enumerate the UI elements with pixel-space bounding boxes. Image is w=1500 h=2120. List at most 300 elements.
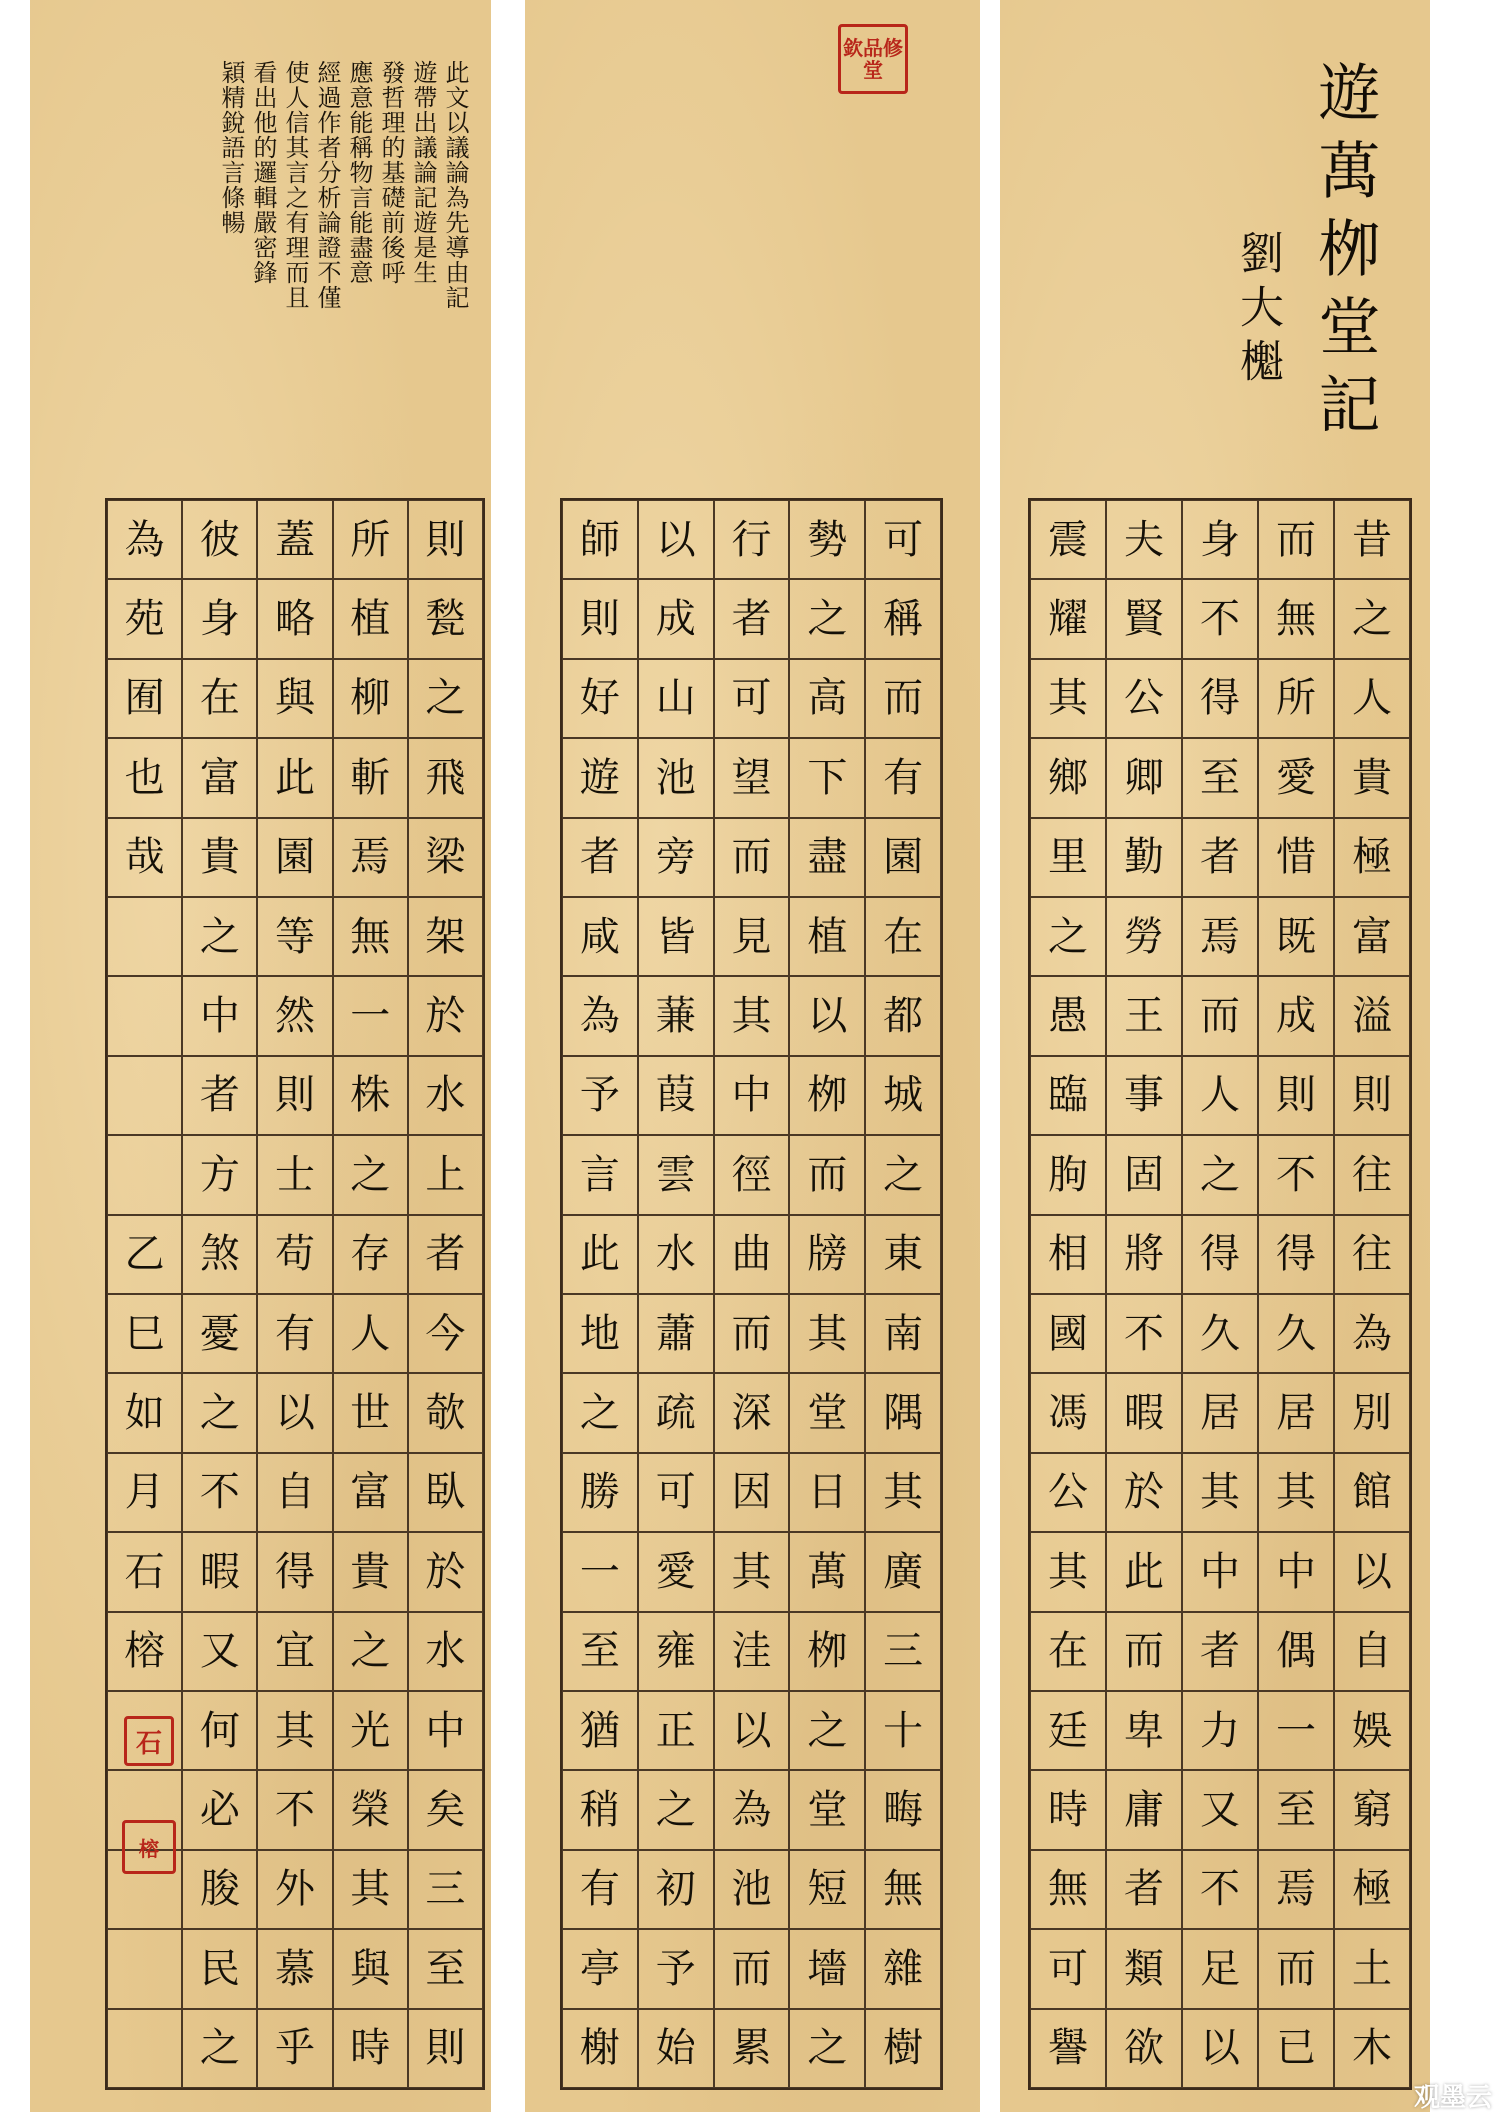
grid-cell: 苟 xyxy=(257,1215,332,1294)
right-character-grid xyxy=(1028,498,1412,2090)
grid-cell: 憂 xyxy=(182,1294,257,1373)
grid-cell: 貴 xyxy=(333,1532,408,1611)
grid-cell: 時 xyxy=(1030,1770,1106,1849)
grid-cell: 譽 xyxy=(1030,2009,1106,2088)
grid-cell: 焉 xyxy=(1182,897,1258,976)
grid-cell: 予 xyxy=(638,1929,714,2008)
grid-cell: 園 xyxy=(865,818,941,897)
grid-cell: 一 xyxy=(1258,1691,1334,1770)
grid-cell: 土 xyxy=(1334,1929,1410,2008)
grid-cell: 富 xyxy=(182,738,257,817)
grid-cell: 其 xyxy=(1258,1453,1334,1532)
grid-cell: 宜 xyxy=(257,1612,332,1691)
grid-cell: 人 xyxy=(1182,1056,1258,1135)
grid-cell: 與 xyxy=(333,1929,408,2008)
grid-cell: 館 xyxy=(1334,1453,1410,1532)
grid-cell: 偶 xyxy=(1258,1612,1334,1691)
grid-cell: 深 xyxy=(714,1373,790,1452)
grid-cell: 葭 xyxy=(638,1056,714,1135)
grid-cell: 乎 xyxy=(257,2009,332,2088)
grid-cell: 曲 xyxy=(714,1215,790,1294)
grid-cell: 墻 xyxy=(789,1929,865,2008)
grid-cell: 而 xyxy=(1182,976,1258,1055)
grid-cell: 之 xyxy=(1334,579,1410,658)
grid-cell: 焉 xyxy=(333,818,408,897)
grid-cell: 自 xyxy=(257,1453,332,1532)
grid-cell: 架 xyxy=(408,897,483,976)
grid-cell: 等 xyxy=(257,897,332,976)
grid-cell: 然 xyxy=(257,976,332,1055)
left-scroll-panel xyxy=(30,0,491,2112)
seal-stamp-name: 榕 xyxy=(122,1820,176,1874)
grid-cell: 為 xyxy=(1334,1294,1410,1373)
grid-cell: 水 xyxy=(408,1612,483,1691)
grid-cell: 固 xyxy=(1106,1135,1182,1214)
grid-cell: 成 xyxy=(638,579,714,658)
grid-cell: 囿 xyxy=(107,659,182,738)
grid-cell: 乙 xyxy=(107,1215,182,1294)
grid-cell: 而 xyxy=(714,1929,790,2008)
grid-cell: 又 xyxy=(182,1612,257,1691)
grid-cell: 別 xyxy=(1334,1373,1410,1452)
grid-cell: 富 xyxy=(333,1453,408,1532)
grid-cell: 之 xyxy=(1182,1135,1258,1214)
grid-cell: 中 xyxy=(182,976,257,1055)
grid-cell: 不 xyxy=(182,1453,257,1532)
grid-cell: 以 xyxy=(1334,1532,1410,1611)
commentary-column: 使人信其言之有理而且 xyxy=(281,60,309,310)
grid-cell: 得 xyxy=(1182,1215,1258,1294)
grid-cell: 里 xyxy=(1030,818,1106,897)
grid-cell: 池 xyxy=(638,738,714,817)
grid-cell: 可 xyxy=(638,1453,714,1532)
grid-cell: 不 xyxy=(257,1770,332,1849)
grid-cell: 成 xyxy=(1258,976,1334,1055)
grid-cell: 可 xyxy=(865,500,941,579)
grid-cell: 其 xyxy=(714,976,790,1055)
grid-cell: 之 xyxy=(182,1373,257,1452)
grid-cell: 之 xyxy=(182,2009,257,2088)
grid-cell: 震 xyxy=(1030,500,1106,579)
grid-cell: 朐 xyxy=(1030,1135,1106,1214)
grid-cell: 欲 xyxy=(1106,2009,1182,2088)
grid-cell: 之 xyxy=(1030,897,1106,976)
grid-cell: 堂 xyxy=(789,1770,865,1849)
grid-cell: 以 xyxy=(638,500,714,579)
commentary-column: 看出他的邏輯嚴密鋒 xyxy=(249,60,277,285)
grid-cell: 何 xyxy=(182,1691,257,1770)
grid-cell: 民 xyxy=(182,1929,257,2008)
grid-cell: 中 xyxy=(408,1691,483,1770)
grid-cell: 城 xyxy=(865,1056,941,1135)
grid-cell: 蕭 xyxy=(638,1294,714,1373)
grid-cell: 已 xyxy=(1258,2009,1334,2088)
grid-cell: 於 xyxy=(408,976,483,1055)
grid-cell: 始 xyxy=(638,2009,714,2088)
grid-cell: 時 xyxy=(333,2009,408,2088)
grid-cell: 柳 xyxy=(333,659,408,738)
grid-cell: 往 xyxy=(1334,1135,1410,1214)
grid-cell: 哉 xyxy=(107,818,182,897)
commentary-column: 發哲理的基礎前後呼 xyxy=(377,60,405,285)
grid-cell xyxy=(107,976,182,1055)
grid-cell: 馮 xyxy=(1030,1373,1106,1452)
grid-cell: 植 xyxy=(789,897,865,976)
grid-cell: 則 xyxy=(408,500,483,579)
grid-cell: 盡 xyxy=(789,818,865,897)
grid-cell: 者 xyxy=(1182,1612,1258,1691)
grid-cell: 十 xyxy=(865,1691,941,1770)
grid-cell: 地 xyxy=(562,1294,638,1373)
grid-cell: 足 xyxy=(1182,1929,1258,2008)
grid-cell: 至 xyxy=(408,1929,483,2008)
grid-cell: 咸 xyxy=(562,897,638,976)
grid-cell: 愚 xyxy=(1030,976,1106,1055)
author-name: 劉大櫆 xyxy=(1232,230,1283,392)
grid-cell: 斬 xyxy=(333,738,408,817)
grid-cell: 暇 xyxy=(182,1532,257,1611)
grid-cell: 栁 xyxy=(789,1612,865,1691)
grid-cell: 暇 xyxy=(1106,1373,1182,1452)
grid-cell: 庸 xyxy=(1106,1770,1182,1849)
grid-cell: 者 xyxy=(714,579,790,658)
grid-cell: 與 xyxy=(257,659,332,738)
grid-cell: 而 xyxy=(865,659,941,738)
grid-cell: 山 xyxy=(638,659,714,738)
grid-cell: 亭 xyxy=(562,1929,638,2008)
grid-cell: 其 xyxy=(1030,659,1106,738)
grid-cell: 稍 xyxy=(562,1770,638,1849)
grid-cell: 窮 xyxy=(1334,1770,1410,1849)
grid-cell: 其 xyxy=(1182,1453,1258,1532)
grid-cell: 無 xyxy=(333,897,408,976)
grid-cell: 上 xyxy=(408,1135,483,1214)
grid-cell: 既 xyxy=(1258,897,1334,976)
grid-cell: 至 xyxy=(562,1612,638,1691)
grid-cell: 而 xyxy=(1258,1929,1334,2008)
grid-cell: 無 xyxy=(1258,579,1334,658)
grid-cell: 人 xyxy=(1334,659,1410,738)
grid-cell: 南 xyxy=(865,1294,941,1373)
grid-cell: 極 xyxy=(1334,1850,1410,1929)
right-scroll-panel xyxy=(1000,0,1430,2112)
grid-cell: 稱 xyxy=(865,579,941,658)
grid-cell: 身 xyxy=(182,579,257,658)
essay-title: 遊萬栁堂記 xyxy=(1308,60,1381,450)
grid-cell: 其 xyxy=(865,1453,941,1532)
grid-cell: 行 xyxy=(714,500,790,579)
grid-cell: 無 xyxy=(865,1850,941,1929)
grid-cell: 可 xyxy=(1030,1929,1106,2008)
grid-cell: 此 xyxy=(1106,1532,1182,1611)
seal-stamp-small: 石 xyxy=(124,1716,174,1766)
grid-cell: 東 xyxy=(865,1215,941,1294)
grid-cell: 勢 xyxy=(789,500,865,579)
grid-cell: 臥 xyxy=(408,1453,483,1532)
grid-cell: 至 xyxy=(1182,738,1258,817)
grid-cell: 言 xyxy=(562,1135,638,1214)
grid-cell: 中 xyxy=(714,1056,790,1135)
grid-cell: 國 xyxy=(1030,1294,1106,1373)
grid-cell: 中 xyxy=(1258,1532,1334,1611)
grid-cell: 而 xyxy=(714,1294,790,1373)
middle-character-grid xyxy=(560,498,943,2090)
grid-cell: 光 xyxy=(333,1691,408,1770)
grid-cell xyxy=(107,1135,182,1214)
grid-cell: 將 xyxy=(1106,1215,1182,1294)
middle-scroll-panel xyxy=(525,0,980,2112)
grid-cell: 在 xyxy=(865,897,941,976)
grid-cell: 卑 xyxy=(1106,1691,1182,1770)
grid-cell: 士 xyxy=(257,1135,332,1214)
grid-cell: 畮 xyxy=(865,1770,941,1849)
grid-cell: 必 xyxy=(182,1770,257,1849)
grid-cell: 不 xyxy=(1182,579,1258,658)
grid-cell: 師 xyxy=(562,500,638,579)
grid-cell: 自 xyxy=(1334,1612,1410,1691)
grid-cell: 雲 xyxy=(638,1135,714,1214)
grid-cell: 可 xyxy=(714,659,790,738)
grid-cell: 以 xyxy=(257,1373,332,1452)
grid-cell: 於 xyxy=(408,1532,483,1611)
grid-cell: 洼 xyxy=(714,1612,790,1691)
grid-cell: 之 xyxy=(865,1135,941,1214)
grid-cell: 在 xyxy=(1030,1612,1106,1691)
grid-cell: 以 xyxy=(789,976,865,1055)
grid-cell: 則 xyxy=(1334,1056,1410,1135)
grid-cell: 之 xyxy=(638,1770,714,1849)
grid-cell: 苑 xyxy=(107,579,182,658)
grid-cell: 此 xyxy=(257,738,332,817)
grid-cell: 見 xyxy=(714,897,790,976)
grid-cell: 而 xyxy=(714,818,790,897)
grid-cell: 石 xyxy=(107,1532,182,1611)
grid-cell: 臨 xyxy=(1030,1056,1106,1135)
grid-cell: 勞 xyxy=(1106,897,1182,976)
grid-cell: 所 xyxy=(333,500,408,579)
grid-cell: 於 xyxy=(1106,1453,1182,1532)
grid-cell: 榮 xyxy=(333,1770,408,1849)
grid-cell: 以 xyxy=(1182,2009,1258,2088)
grid-cell: 望 xyxy=(714,738,790,817)
grid-cell: 此 xyxy=(562,1215,638,1294)
grid-cell: 皆 xyxy=(638,897,714,976)
grid-cell: 之 xyxy=(789,1691,865,1770)
grid-cell: 者 xyxy=(1106,1850,1182,1929)
grid-cell: 昔 xyxy=(1334,500,1410,579)
grid-cell: 株 xyxy=(333,1056,408,1135)
grid-cell: 廷 xyxy=(1030,1691,1106,1770)
grid-cell: 其 xyxy=(257,1691,332,1770)
grid-cell: 久 xyxy=(1258,1294,1334,1373)
grid-cell: 而 xyxy=(1258,500,1334,579)
grid-cell: 則 xyxy=(562,579,638,658)
grid-cell: 之 xyxy=(333,1612,408,1691)
grid-cell: 久 xyxy=(1182,1294,1258,1373)
grid-cell: 公 xyxy=(1030,1453,1106,1532)
grid-cell: 木 xyxy=(1334,2009,1410,2088)
grid-cell: 堂 xyxy=(789,1373,865,1452)
grid-cell: 徑 xyxy=(714,1135,790,1214)
grid-cell: 如 xyxy=(107,1373,182,1452)
grid-cell: 之 xyxy=(562,1373,638,1452)
grid-cell: 惜 xyxy=(1258,818,1334,897)
commentary-column: 遊帶出議論記遊是生 xyxy=(409,60,437,285)
grid-cell xyxy=(107,1929,182,2008)
grid-cell: 賢 xyxy=(1106,579,1182,658)
grid-cell: 無 xyxy=(1030,1850,1106,1929)
grid-cell: 而 xyxy=(1106,1612,1182,1691)
commentary-column: 應意能稱物言能盡意 xyxy=(345,60,373,285)
grid-cell: 得 xyxy=(257,1532,332,1611)
grid-cell: 愛 xyxy=(1258,738,1334,817)
grid-cell: 者 xyxy=(408,1215,483,1294)
grid-cell: 事 xyxy=(1106,1056,1182,1135)
grid-cell: 不 xyxy=(1182,1850,1258,1929)
grid-cell: 溢 xyxy=(1334,976,1410,1055)
grid-cell: 不 xyxy=(1106,1294,1182,1373)
grid-cell: 朘 xyxy=(182,1850,257,1929)
grid-cell: 所 xyxy=(1258,659,1334,738)
grid-cell: 日 xyxy=(789,1453,865,1532)
grid-cell: 王 xyxy=(1106,976,1182,1055)
grid-cell: 池 xyxy=(714,1850,790,1929)
grid-cell: 卿 xyxy=(1106,738,1182,817)
grid-cell: 予 xyxy=(562,1056,638,1135)
grid-cell: 矣 xyxy=(408,1770,483,1849)
seal-stamp-top: 欽品修堂 xyxy=(838,24,908,94)
grid-cell: 今 xyxy=(408,1294,483,1373)
grid-cell: 旁 xyxy=(638,818,714,897)
grid-cell: 往 xyxy=(1334,1215,1410,1294)
grid-cell: 植 xyxy=(333,579,408,658)
grid-cell: 者 xyxy=(562,818,638,897)
grid-cell: 之 xyxy=(182,897,257,976)
grid-cell: 人 xyxy=(333,1294,408,1373)
commentary-column: 穎精銳語言條暢 xyxy=(217,60,245,235)
grid-cell: 相 xyxy=(1030,1215,1106,1294)
grid-cell: 累 xyxy=(714,2009,790,2088)
grid-cell: 一 xyxy=(333,976,408,1055)
commentary-column: 經過作者分析論證不僅 xyxy=(313,60,341,310)
grid-cell: 存 xyxy=(333,1215,408,1294)
grid-cell: 則 xyxy=(1258,1056,1334,1135)
grid-cell: 略 xyxy=(257,579,332,658)
grid-cell: 之 xyxy=(333,1135,408,1214)
grid-cell: 欹 xyxy=(408,1373,483,1452)
grid-cell: 為 xyxy=(107,500,182,579)
grid-cell: 高 xyxy=(789,659,865,738)
watermark-logo: 观墨云 xyxy=(1413,2083,1492,2113)
grid-cell: 貴 xyxy=(182,818,257,897)
grid-cell: 蒹 xyxy=(638,976,714,1055)
grid-cell: 得 xyxy=(1182,659,1258,738)
grid-cell: 也 xyxy=(107,738,182,817)
grid-cell: 三 xyxy=(408,1850,483,1929)
grid-cell: 而 xyxy=(789,1135,865,1214)
grid-cell: 梁 xyxy=(408,818,483,897)
grid-cell: 居 xyxy=(1182,1373,1258,1452)
grid-cell: 以 xyxy=(714,1691,790,1770)
grid-cell: 都 xyxy=(865,976,941,1055)
grid-cell: 彼 xyxy=(182,500,257,579)
grid-cell: 萬 xyxy=(789,1532,865,1611)
grid-cell xyxy=(107,897,182,976)
grid-cell: 一 xyxy=(562,1532,638,1611)
commentary-column: 此文以議論為先導由記 xyxy=(441,60,469,310)
grid-cell: 富 xyxy=(1334,897,1410,976)
grid-cell: 娛 xyxy=(1334,1691,1410,1770)
grid-cell xyxy=(107,1056,182,1135)
grid-cell: 巳 xyxy=(107,1294,182,1373)
grid-cell: 耀 xyxy=(1030,579,1106,658)
grid-cell: 為 xyxy=(714,1770,790,1849)
grid-cell: 猶 xyxy=(562,1691,638,1770)
grid-cell: 居 xyxy=(1258,1373,1334,1452)
grid-cell: 夫 xyxy=(1106,500,1182,579)
grid-cell: 隅 xyxy=(865,1373,941,1452)
grid-cell: 之 xyxy=(789,2009,865,2088)
grid-cell: 初 xyxy=(638,1850,714,1929)
grid-cell: 水 xyxy=(638,1215,714,1294)
grid-cell: 園 xyxy=(257,818,332,897)
grid-cell: 之 xyxy=(408,659,483,738)
grid-cell: 中 xyxy=(1182,1532,1258,1611)
grid-cell: 又 xyxy=(1182,1770,1258,1849)
grid-cell: 栁 xyxy=(789,1056,865,1135)
grid-cell: 下 xyxy=(789,738,865,817)
grid-cell: 勤 xyxy=(1106,818,1182,897)
grid-cell: 在 xyxy=(182,659,257,738)
commentary-block xyxy=(140,60,470,440)
grid-cell: 力 xyxy=(1182,1691,1258,1770)
grid-cell: 廣 xyxy=(865,1532,941,1611)
grid-cell: 牓 xyxy=(789,1215,865,1294)
grid-cell: 樹 xyxy=(865,2009,941,2088)
grid-cell: 類 xyxy=(1106,1929,1182,2008)
grid-cell: 三 xyxy=(865,1612,941,1691)
grid-cell: 短 xyxy=(789,1850,865,1929)
grid-cell: 方 xyxy=(182,1135,257,1214)
grid-cell: 蓋 xyxy=(257,500,332,579)
grid-cell: 榭 xyxy=(562,2009,638,2088)
grid-cell: 水 xyxy=(408,1056,483,1135)
grid-cell: 正 xyxy=(638,1691,714,1770)
grid-cell: 飛 xyxy=(408,738,483,817)
grid-cell: 甃 xyxy=(408,579,483,658)
grid-cell: 遊 xyxy=(562,738,638,817)
grid-cell: 不 xyxy=(1258,1135,1334,1214)
grid-cell: 煞 xyxy=(182,1215,257,1294)
grid-cell: 其 xyxy=(333,1850,408,1929)
grid-cell: 因 xyxy=(714,1453,790,1532)
grid-cell: 疏 xyxy=(638,1373,714,1452)
grid-cell: 公 xyxy=(1106,659,1182,738)
grid-cell: 焉 xyxy=(1258,1850,1334,1929)
grid-cell: 為 xyxy=(562,976,638,1055)
grid-cell: 其 xyxy=(789,1294,865,1373)
grid-cell: 極 xyxy=(1334,818,1410,897)
grid-cell: 鄉 xyxy=(1030,738,1106,817)
grid-cell: 勝 xyxy=(562,1453,638,1532)
grid-cell: 得 xyxy=(1258,1215,1334,1294)
grid-cell: 者 xyxy=(1182,818,1258,897)
grid-cell: 其 xyxy=(714,1532,790,1611)
grid-cell: 有 xyxy=(865,738,941,817)
grid-cell: 愛 xyxy=(638,1532,714,1611)
grid-cell: 則 xyxy=(408,2009,483,2088)
grid-cell: 至 xyxy=(1258,1770,1334,1849)
